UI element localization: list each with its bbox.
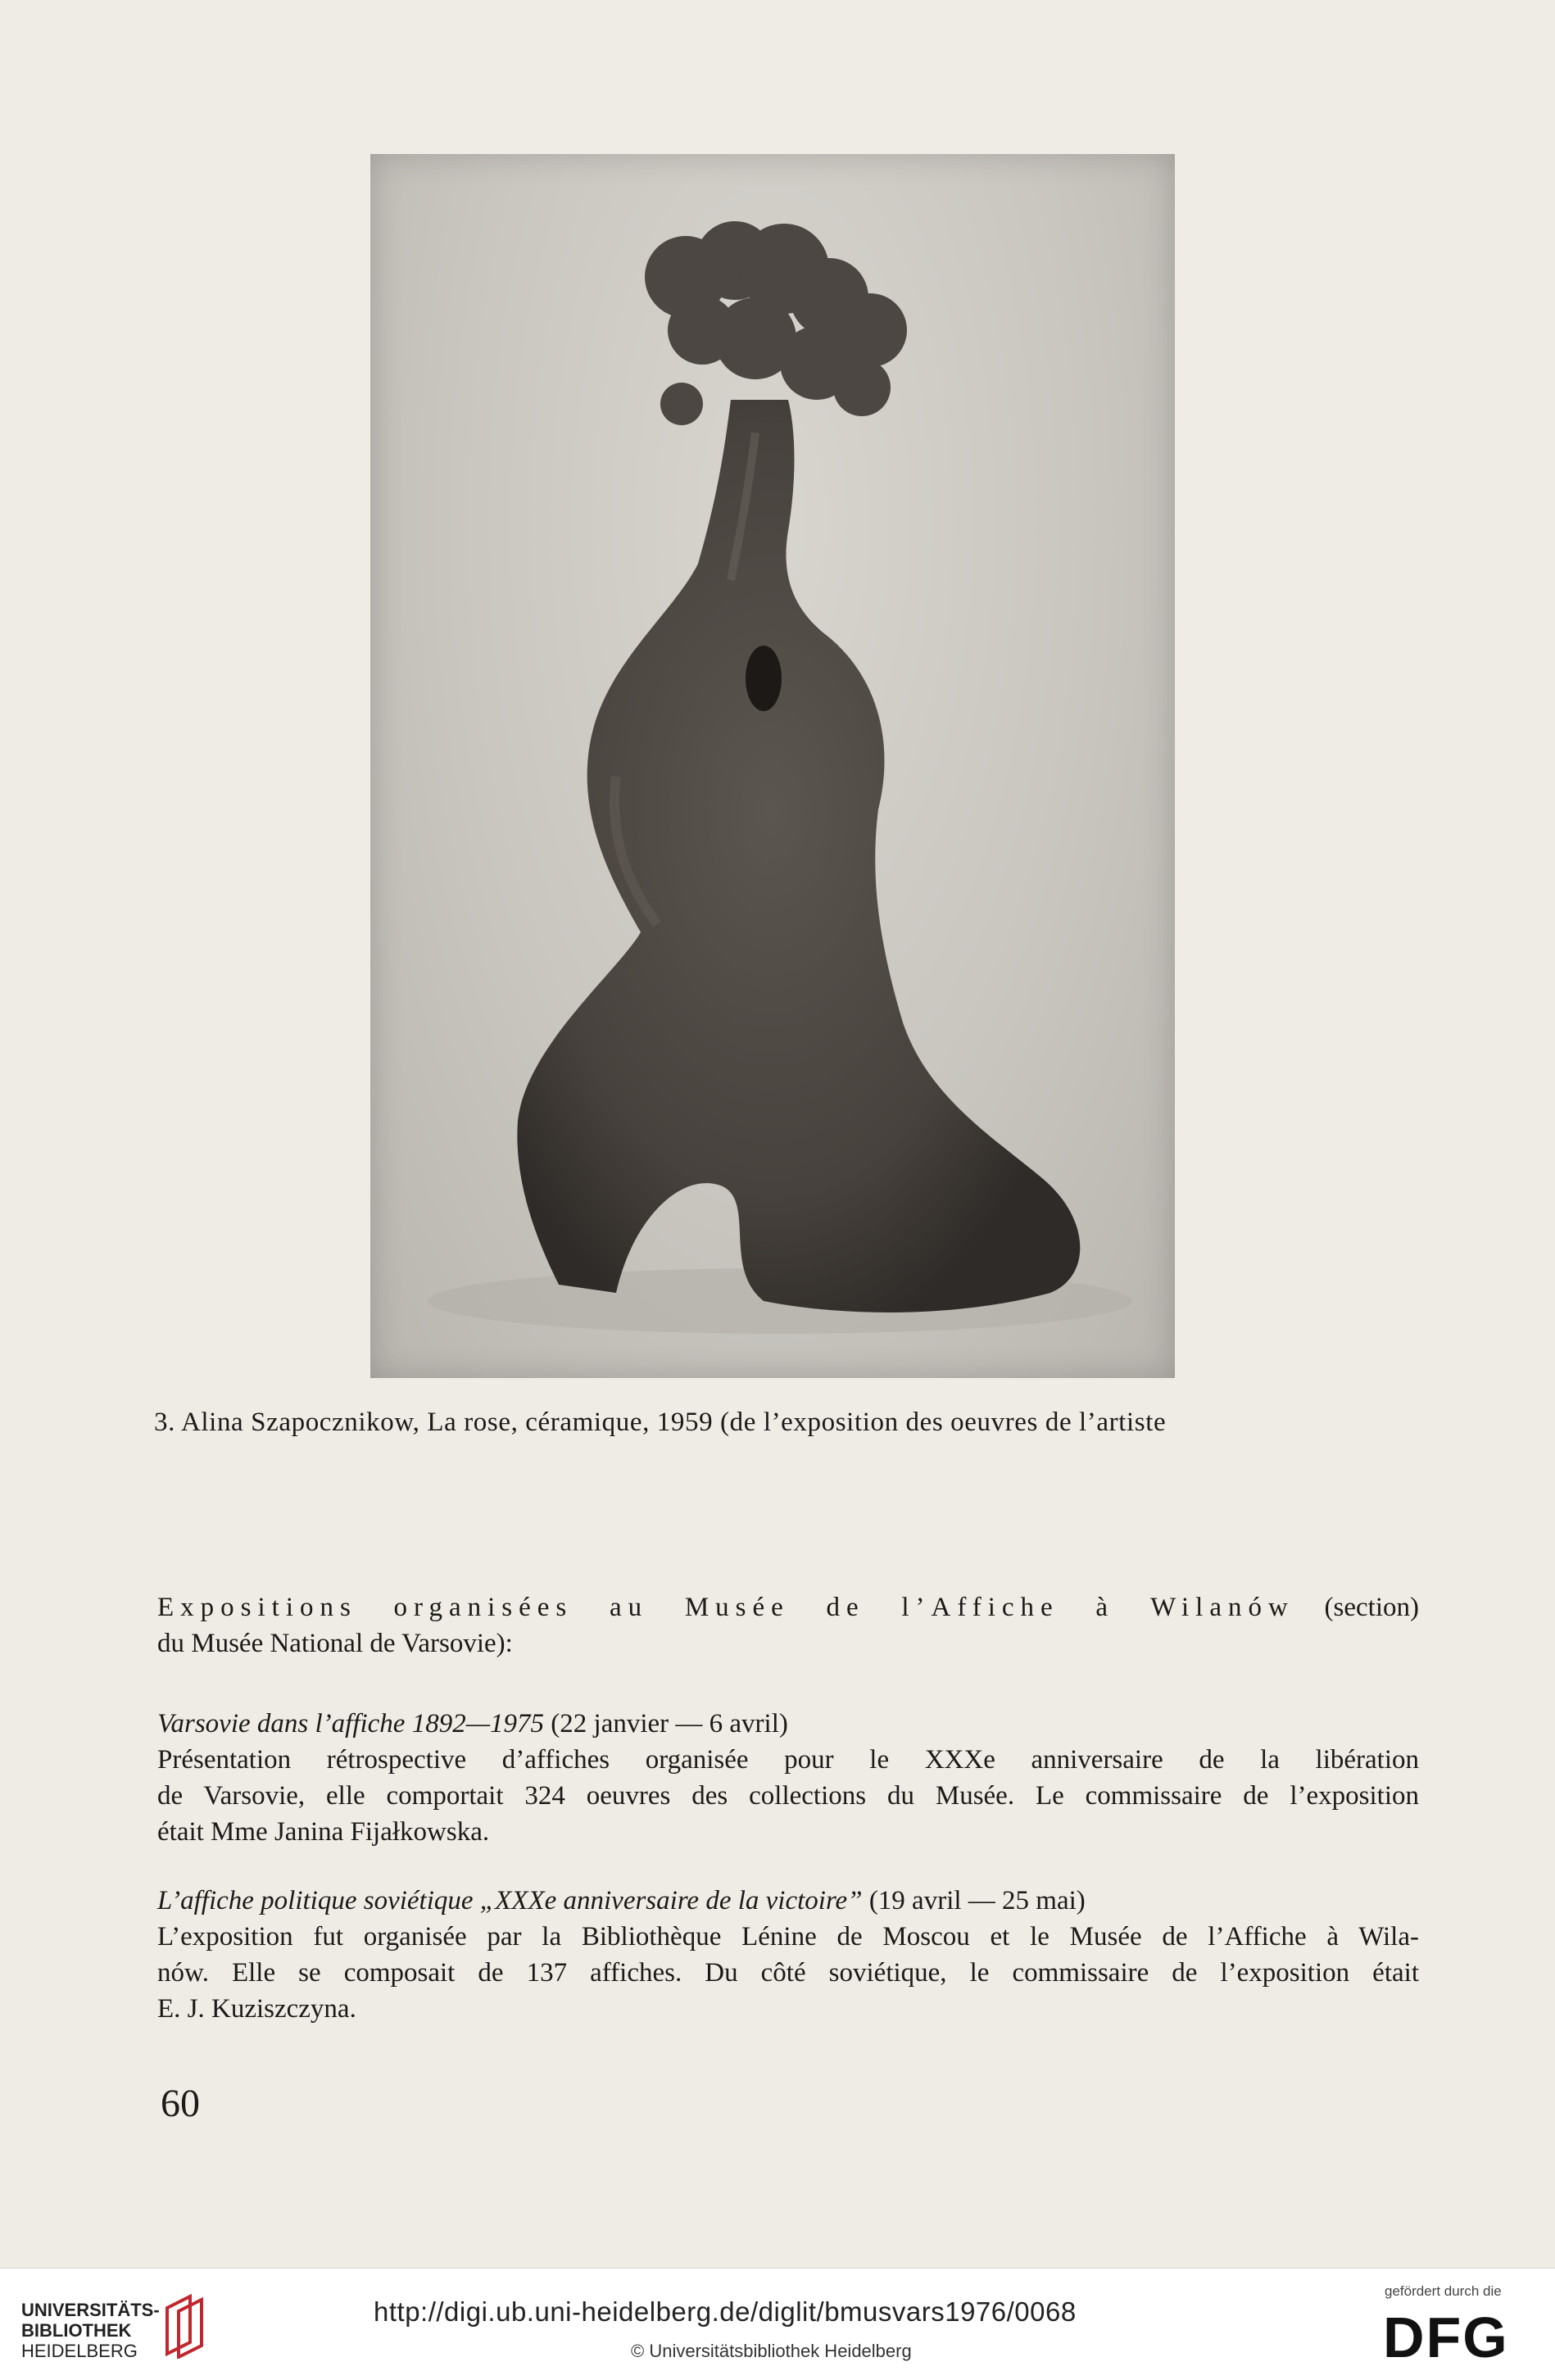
- logo-line-2: BIBLIOTHEK: [21, 2320, 132, 2341]
- copyright-notice: © Universitätsbibliothek Heidelberg: [631, 2341, 912, 2361]
- exhibition-entry-2: [157, 1883, 1419, 2027]
- library-logo-icon: [161, 2293, 213, 2359]
- funding-note: gefördert durch die: [1385, 2283, 1502, 2299]
- figure-caption: 3. Alina Szapocznikow, La rose, céramique, 1959 (de l’exposition des oeuvres de l’artiste: [154, 1408, 1167, 1437]
- entry-2-title: L’affiche politique soviétique „XXXe anniversaire de la victoire”: [157, 1886, 863, 1915]
- sculpture-image: [370, 154, 1175, 1378]
- intro-heading: Expositions organisées au Musée de l’Affiche à Wilanów: [157, 1593, 1294, 1622]
- sculpture-photo: [370, 154, 1175, 1378]
- intro-line-2: du Musée National de Varsovie):: [157, 1629, 513, 1658]
- dfg-logo[interactable]: DFG: [1383, 2305, 1509, 2369]
- entry-2-line-3: E. J. Kuziszczyna.: [157, 1994, 356, 2024]
- exhibition-entry-1: [157, 1706, 1419, 1850]
- digitization-footer: [0, 2268, 1555, 2380]
- entry-2-dates: (19 avril — 25 mai): [862, 1886, 1086, 1915]
- permalink-url[interactable]: http://digi.ub.uni-heidelberg.de/diglit/bmusvars1976/0068: [374, 2296, 1077, 2327]
- intro-heading-rest: (section): [1294, 1593, 1419, 1622]
- entry-1-line-1: Présentation rétrospective d’affiches organisée pour le XXXe anniversaire de la libération: [157, 1745, 1419, 1775]
- library-logo-text[interactable]: [21, 2300, 160, 2361]
- logo-line-3: HEIDELBERG: [21, 2341, 138, 2361]
- logo-line-1: UNIVERSITÄTS-: [21, 2300, 160, 2320]
- exhibitions-intro: [157, 1589, 1419, 1661]
- entry-2-line-2: nów. Elle se composait de 137 affiches. Du côté soviétique, le commissaire de l’exposition était: [157, 1958, 1419, 1988]
- entry-2-line-1: L’exposition fut organisée par la Bibliothèque Lénine de Moscou et le Musée de l’Affiche à Wila-: [157, 1922, 1419, 1952]
- entry-1-title: Varsovie dans l’affiche 1892—1975: [157, 1709, 545, 1739]
- page-number: 60: [161, 2082, 200, 2125]
- entry-1-line-3: était Mme Janina Fijałkowska.: [157, 1817, 490, 1847]
- entry-1-line-2: de Varsovie, elle comportait 324 oeuvres des collections du Musée. Le commissaire de l’exposition: [157, 1781, 1419, 1811]
- entry-1-dates: (22 janvier — 6 avril): [544, 1709, 788, 1739]
